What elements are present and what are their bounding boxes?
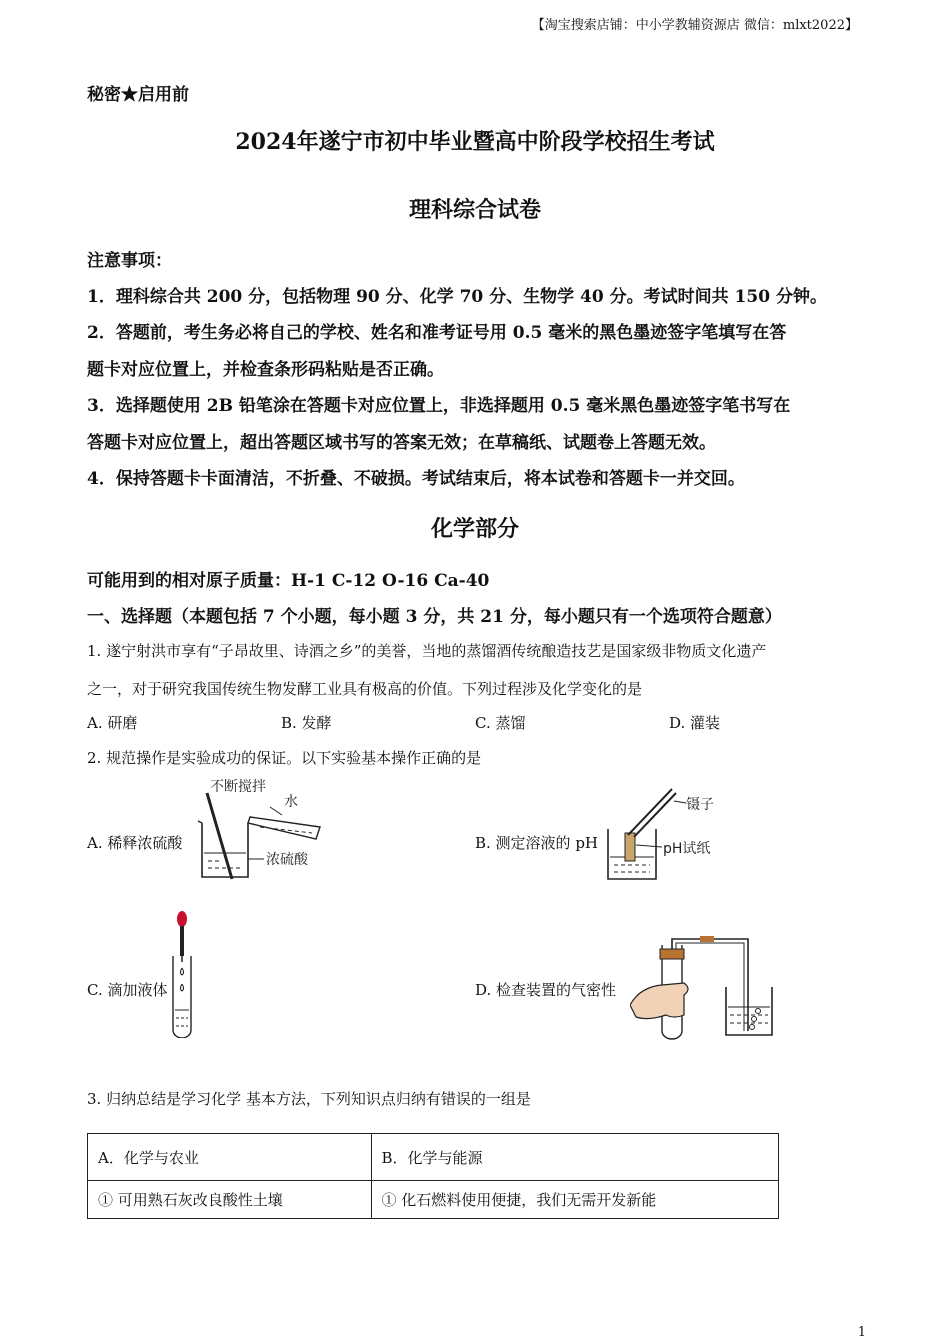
notice-line: 2．答题前，考生务必将自己的学校、姓名和准考证号用 0.5 毫米的黑色墨迹签字笔填写在答 xyxy=(87,323,787,343)
q2-stem: 2. 规范操作是实验成功的保证。以下实验基本操作正确的是 xyxy=(87,749,482,767)
notice-line: 答题卡对应位置上，超出答题区域书写的答案无效；在草稿纸、试题卷上答题无效。 xyxy=(87,433,716,453)
fig-label-water: 水 xyxy=(284,794,298,810)
q1-stem-line: 之一，对于研究我国传统生物发酵工业具有极高的价值。下列过程涉及化学变化的是 xyxy=(87,680,643,698)
notice-line: 1．理科综合共 200 分，包括物理 90 分、化学 70 分、生物学 40 分。考试时间共 150 分钟。 xyxy=(87,287,827,307)
q1-option-b: B. 发酵 xyxy=(281,714,332,732)
table-cell: ① 可用熟石灰改良酸性土壤 xyxy=(88,1181,372,1219)
figure-dilute-acid xyxy=(190,775,340,885)
table-cell: ① 化石燃料使用便捷，我们无需开发新能 xyxy=(371,1181,779,1219)
q1-option-c: C. 蒸馏 xyxy=(475,714,526,732)
q2-option-a: A. 稀释浓硫酸 xyxy=(87,834,183,852)
q3-stem: 3. 归纳总结是学习化学 基本方法，下列知识点归纳有错误的一组是 xyxy=(87,1090,531,1108)
q2-option-c: C. 滴加液体 xyxy=(87,981,168,999)
part1-heading: 一、选择题（本题包括 7 个小题，每小题 3 分，共 21 分，每小题只有一个选项符合题意） xyxy=(87,607,782,627)
q3-table xyxy=(87,1133,779,1219)
q1-option-a: A. 研磨 xyxy=(87,714,138,732)
page-number: 1 xyxy=(857,1325,866,1340)
fig-label-acid: 浓硫酸 xyxy=(266,852,308,868)
header-note: 【淘宝搜索店铺：中小学教辅资源店 微信：mlxt2022】 xyxy=(531,18,858,33)
atomic-mass-line: 可能用到的相对原子质量：H-1 C-12 O-16 Ca-40 xyxy=(87,571,490,591)
notice-line: 4．保持答题卡卡面清洁，不折叠、不破损。考试结束后，将本试卷和答题卡一并交回。 xyxy=(87,469,745,489)
paper-title: 理科综合试卷 xyxy=(408,197,541,223)
fig-label-stir: 不断搅拌 xyxy=(210,779,266,795)
q1-stem-line: 1. 遂宁射洪市享有“子昂故里、诗酒之乡”的美誉，当地的蒸馏酒传统酿造技艺是国家级非物质文化遗产 xyxy=(87,642,767,660)
figure-ph-test xyxy=(600,785,730,885)
figure-dropper xyxy=(168,910,198,1038)
secret-label: 秘密★启用前 xyxy=(87,85,189,105)
table-row xyxy=(88,1134,779,1181)
notice-line: 题卡对应位置上，并检查条形码粘贴是否正确。 xyxy=(87,360,444,380)
fig-label-tweezers: 镊子 xyxy=(686,797,714,813)
table-header-a: A．化学与农业 xyxy=(88,1134,372,1181)
figure-airtightness xyxy=(630,935,780,1040)
q1-option-d: D. 灌装 xyxy=(669,714,721,732)
table-row xyxy=(88,1181,779,1219)
section-title: 化学部分 xyxy=(430,516,519,542)
fig-label-ph-paper: pH试纸 xyxy=(663,841,711,857)
q2-option-b: B. 测定溶液的 pH xyxy=(475,834,599,852)
q2-option-d: D. 检查装置的气密性 xyxy=(475,981,617,999)
table-header-b: B．化学与能源 xyxy=(371,1134,779,1181)
notice-line: 3．选择题使用 2B 铅笔涂在答题卡对应位置上，非选择题用 0.5 毫米黑色墨迹签字笔书写在 xyxy=(87,396,791,416)
notice-heading: 注意事项： xyxy=(87,251,172,271)
exam-title: 2024年遂宁市初中毕业暨高中阶段学校招生考试 xyxy=(235,129,715,155)
